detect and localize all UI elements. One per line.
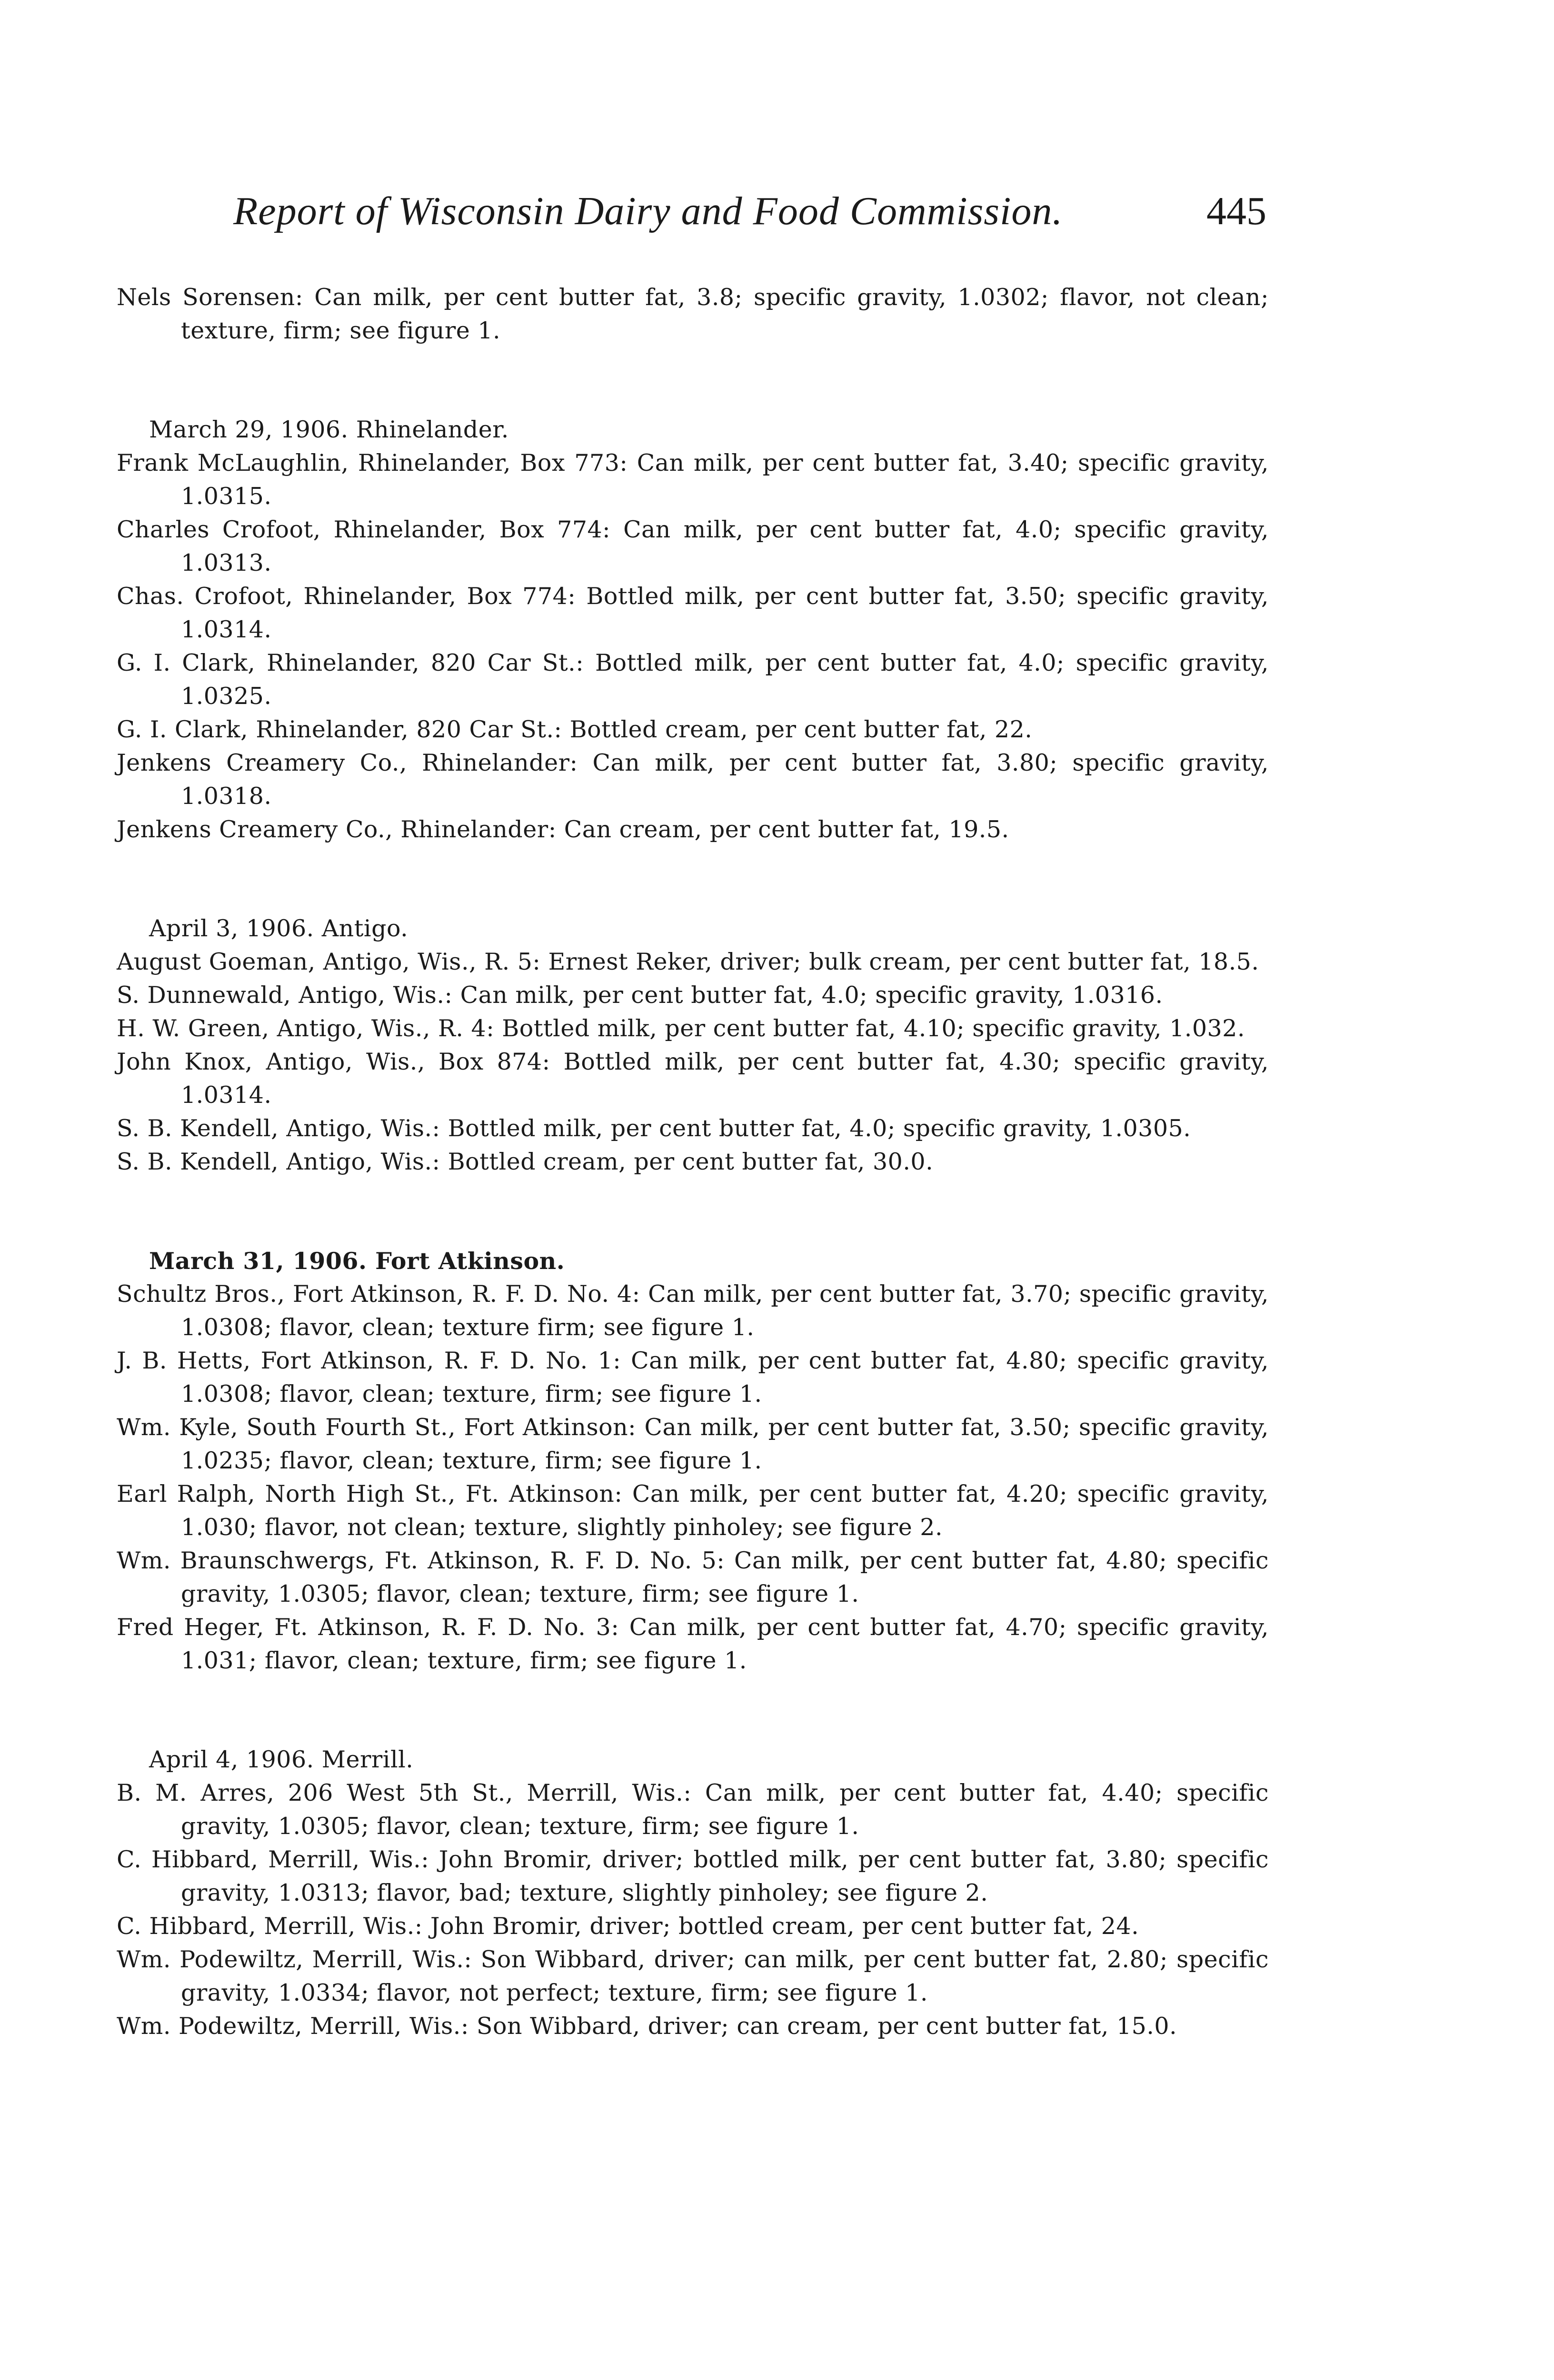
sample-entry: Charles Crofoot, Rhinelander, Box 774: Can milk, per cent butter fat, 4.0; specific gravity, 1.0313. xyxy=(117,516,1269,576)
sample-entry: B. M. Arres, 206 West 5th St., Merrill, Wis.: Can milk, per cent butter fat, 4.40; specific gravity, 1.0305; flavor, clean; texture, firm; see figure 1. xyxy=(117,1779,1269,1840)
page-number: 445 xyxy=(1206,189,1266,233)
sample-entry: Schultz Bros., Fort Atkinson, R. F. D. No. 4: Can milk, per cent butter fat, 3.70; specific gravity, 1.0308; flavor, clean; texture firm; see figure 1. xyxy=(117,1280,1269,1341)
sample-entry: Frank McLaughlin, Rhinelander, Box 773: Can milk, per cent butter fat, 3.40; specific gravity, 1.0315. xyxy=(117,449,1269,510)
sample-entry: S. B. Kendell, Antigo, Wis.: Bottled cream, per cent butter fat, 30.0. xyxy=(117,1148,934,1175)
section-merrill xyxy=(117,1743,1269,2043)
sample-entry: Nels Sorensen: Can milk, per cent butter fat, 3.8; specific gravity, 1.0302; flavor, not clean; texture, firm; see figure 1. xyxy=(117,284,1269,344)
sample-entry: Wm. Braunschwergs, Ft. Atkinson, R. F. D. No. 5: Can milk, per cent butter fat, 4.80; specific gravity, 1.0305; flavor, clean; texture, firm; see figure 1. xyxy=(117,1547,1269,1607)
sample-entry: S. Dunnewald, Antigo, Wis.: Can milk, per cent butter fat, 4.0; specific gravity, 1.0316. xyxy=(117,982,1163,1009)
sample-entry: Chas. Crofoot, Rhinelander, Box 774: Bottled milk, per cent butter fat, 3.50; specific gravity, 1.0314. xyxy=(117,583,1269,643)
running-title: Report of Wisconsin Dairy and Food Commission. xyxy=(233,189,1063,233)
page-header xyxy=(233,188,1266,245)
sample-entry: Wm. Podewiltz, Merrill, Wis.: Son Wibbard, driver; can cream, per cent butter fat, 15.0. xyxy=(117,2013,1177,2040)
section-antigo xyxy=(117,912,1269,1179)
section-continuation xyxy=(117,281,1269,347)
sample-entry: Wm. Podewiltz, Merrill, Wis.: Son Wibbard, driver; can milk, per cent butter fat, 2.80; specific gravity, 1.0334; flavor, not perfect; texture, firm; see figure 1. xyxy=(117,1946,1269,2006)
sample-entry: Jenkens Creamery Co., Rhinelander: Can milk, per cent butter fat, 3.80; specific gravity, 1.0318. xyxy=(117,749,1269,810)
sample-entry: Wm. Kyle, South Fourth St., Fort Atkinson: Can milk, per cent butter fat, 3.50; specific gravity, 1.0235; flavor, clean; texture, firm; see figure 1. xyxy=(117,1414,1269,1474)
section-date: March 29, 1906. Rhinelander. xyxy=(149,416,509,443)
section-date: March 31, 1906. Fort Atkinson. xyxy=(149,1247,565,1275)
sample-entry: John Knox, Antigo, Wis., Box 874: Bottled milk, per cent butter fat, 4.30; specific gravity, 1.0314. xyxy=(117,1048,1269,1109)
sample-entry: Jenkens Creamery Co., Rhinelander: Can cream, per cent butter fat, 19.5. xyxy=(117,816,1009,843)
sample-entry: August Goeman, Antigo, Wis., R. 5: Ernest Reker, driver; bulk cream, per cent butter fat, 18.5. xyxy=(117,948,1259,975)
sample-entry: C. Hibbard, Merrill, Wis.: John Bromir, driver; bottled milk, per cent butter fat, 3.80; specific gravity, 1.0313; flavor, bad; texture, slightly pinholey; see figure 2. xyxy=(117,1846,1269,1906)
section-date: April 3, 1906. Antigo. xyxy=(149,915,408,942)
section-rhinelander xyxy=(117,413,1269,846)
sample-entry: G. I. Clark, Rhinelander, 820 Car St.: Bottled milk, per cent butter fat, 4.0; specific gravity, 1.0325. xyxy=(117,649,1269,710)
sample-entry: G. I. Clark, Rhinelander, 820 Car St.: Bottled cream, per cent butter fat, 22. xyxy=(117,716,1033,743)
section-date: April 4, 1906. Merrill. xyxy=(149,1746,414,1773)
sample-entry: Earl Ralph, North High St., Ft. Atkinson: Can milk, per cent butter fat, 4.20; specific gravity, 1.030; flavor, not clean; texture, slightly pinholey; see figure 2. xyxy=(117,1480,1269,1541)
sample-entry: Fred Heger, Ft. Atkinson, R. F. D. No. 3: Can milk, per cent butter fat, 4.70; specific gravity, 1.031; flavor, clean; texture, firm; see figure 1. xyxy=(117,1614,1269,1674)
sample-entry: H. W. Green, Antigo, Wis., R. 4: Bottled milk, per cent butter fat, 4.10; specific gravity, 1.032. xyxy=(117,1015,1245,1042)
sample-entry: S. B. Kendell, Antigo, Wis.: Bottled milk, per cent butter fat, 4.0; specific gravity, 1.0305. xyxy=(117,1115,1191,1142)
sample-entry: C. Hibbard, Merrill, Wis.: John Bromir, driver; bottled cream, per cent butter fat, 24. xyxy=(117,1913,1139,1940)
section-fort-atkinson xyxy=(117,1244,1269,1677)
sample-entry: J. B. Hetts, Fort Atkinson, R. F. D. No. 1: Can milk, per cent butter fat, 4.80; specific gravity, 1.0308; flavor, clean; texture, firm; see figure 1. xyxy=(117,1347,1269,1408)
report-body xyxy=(117,281,1269,2043)
